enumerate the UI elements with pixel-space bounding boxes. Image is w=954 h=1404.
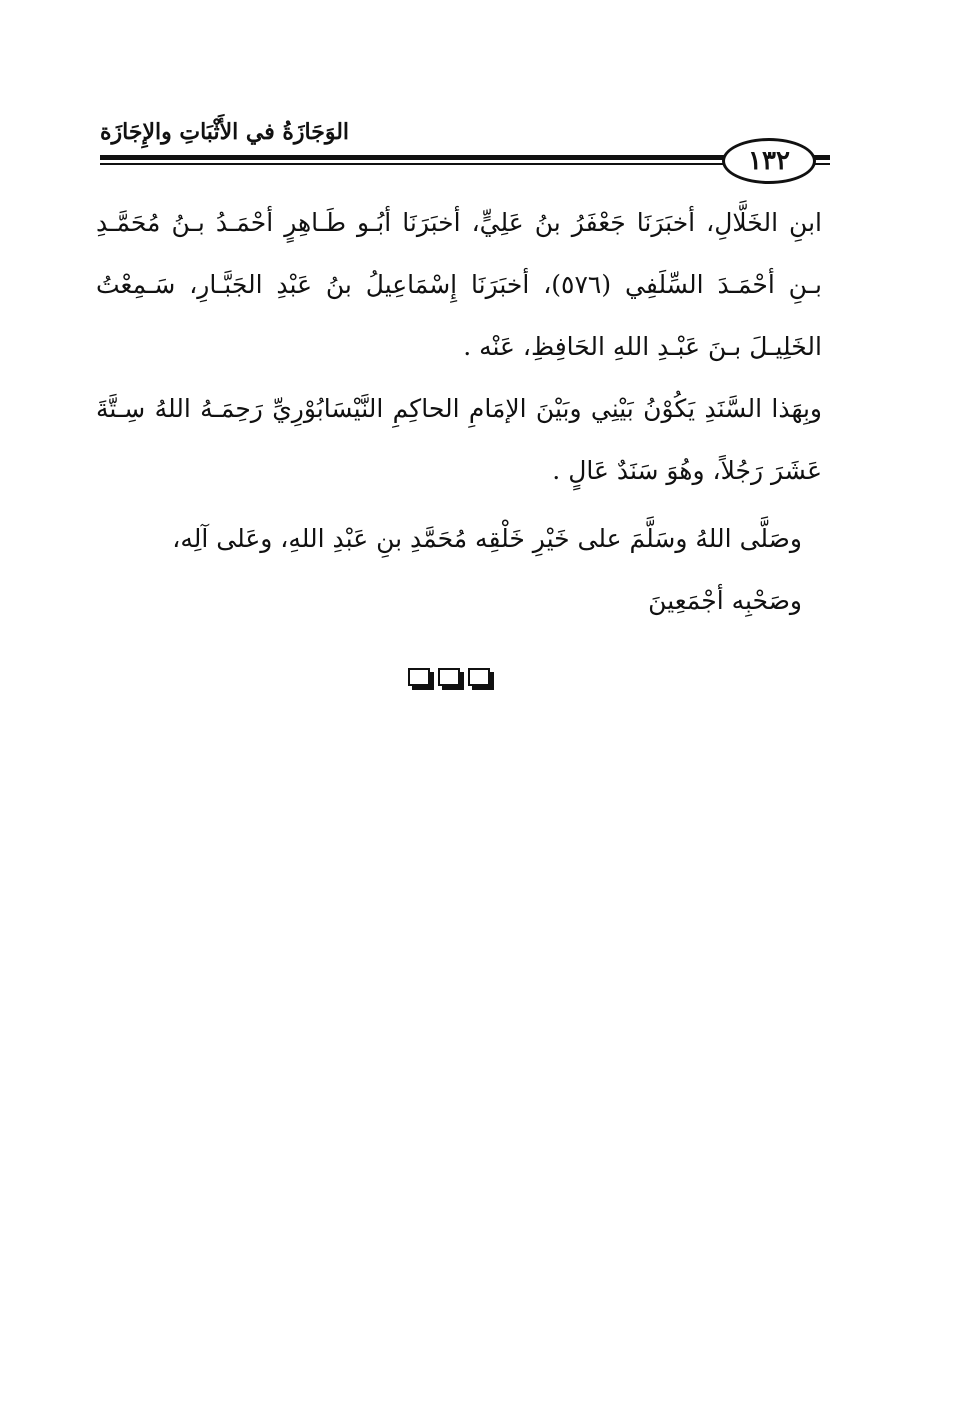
running-header-title: الوَجَازَةُ في الأَثْبَاتِ والإِجَازَة — [100, 119, 350, 145]
square-ornament-icon — [468, 668, 490, 686]
paragraph-closing-prayer: وصَلَّى اللهُ وسَلَّمَ على خَيْرِ خَلْقِه مُحَمَّدِ بنِ عَبْدِ اللهِ، وعَلى آلِه، وصَحْبِه أجْمَعِينَ — [172, 524, 802, 615]
paragraph-chain-note: وبِهَذا السَّنَدِ يَكُوْنُ بَيْنِي وبَيْنَ الإمَامِ الحاكِمِ النَّيْسَابُوْرِيِّ رَحِمَـهُ اللهُ سِـتَّةَ عَشَرَ رَجُلاً، وهُوَ سَنَدٌ عَالٍ . — [96, 394, 822, 485]
header-rule — [100, 155, 728, 169]
square-ornament-icon — [408, 668, 430, 686]
square-ornament-icon — [438, 668, 460, 686]
page-number: ١٣٢ — [722, 138, 816, 184]
paragraph-isnad: ابنِ الخَلَّالِ، أخبَرَنَا جَعْفَرُ بنُ عَلِيٍّ، أخبَرَنَا أبُـو طَـاهِرٍ أحْمَـدُ بـنُ مُحَمَّـدِ بـنِ أحْمَـدَ السِّلَفِي (٥٧٦)، أخبَرَنَا إِسْمَاعِيلُ بنُ عَبْدِ الجَبَّـارِ، سَـمِعْتُ الخَلِيـلَ بـنَ عَبْـدِ اللهِ الحَافِظِ، عَنْه . — [96, 208, 822, 361]
end-of-section-marks — [408, 668, 504, 694]
